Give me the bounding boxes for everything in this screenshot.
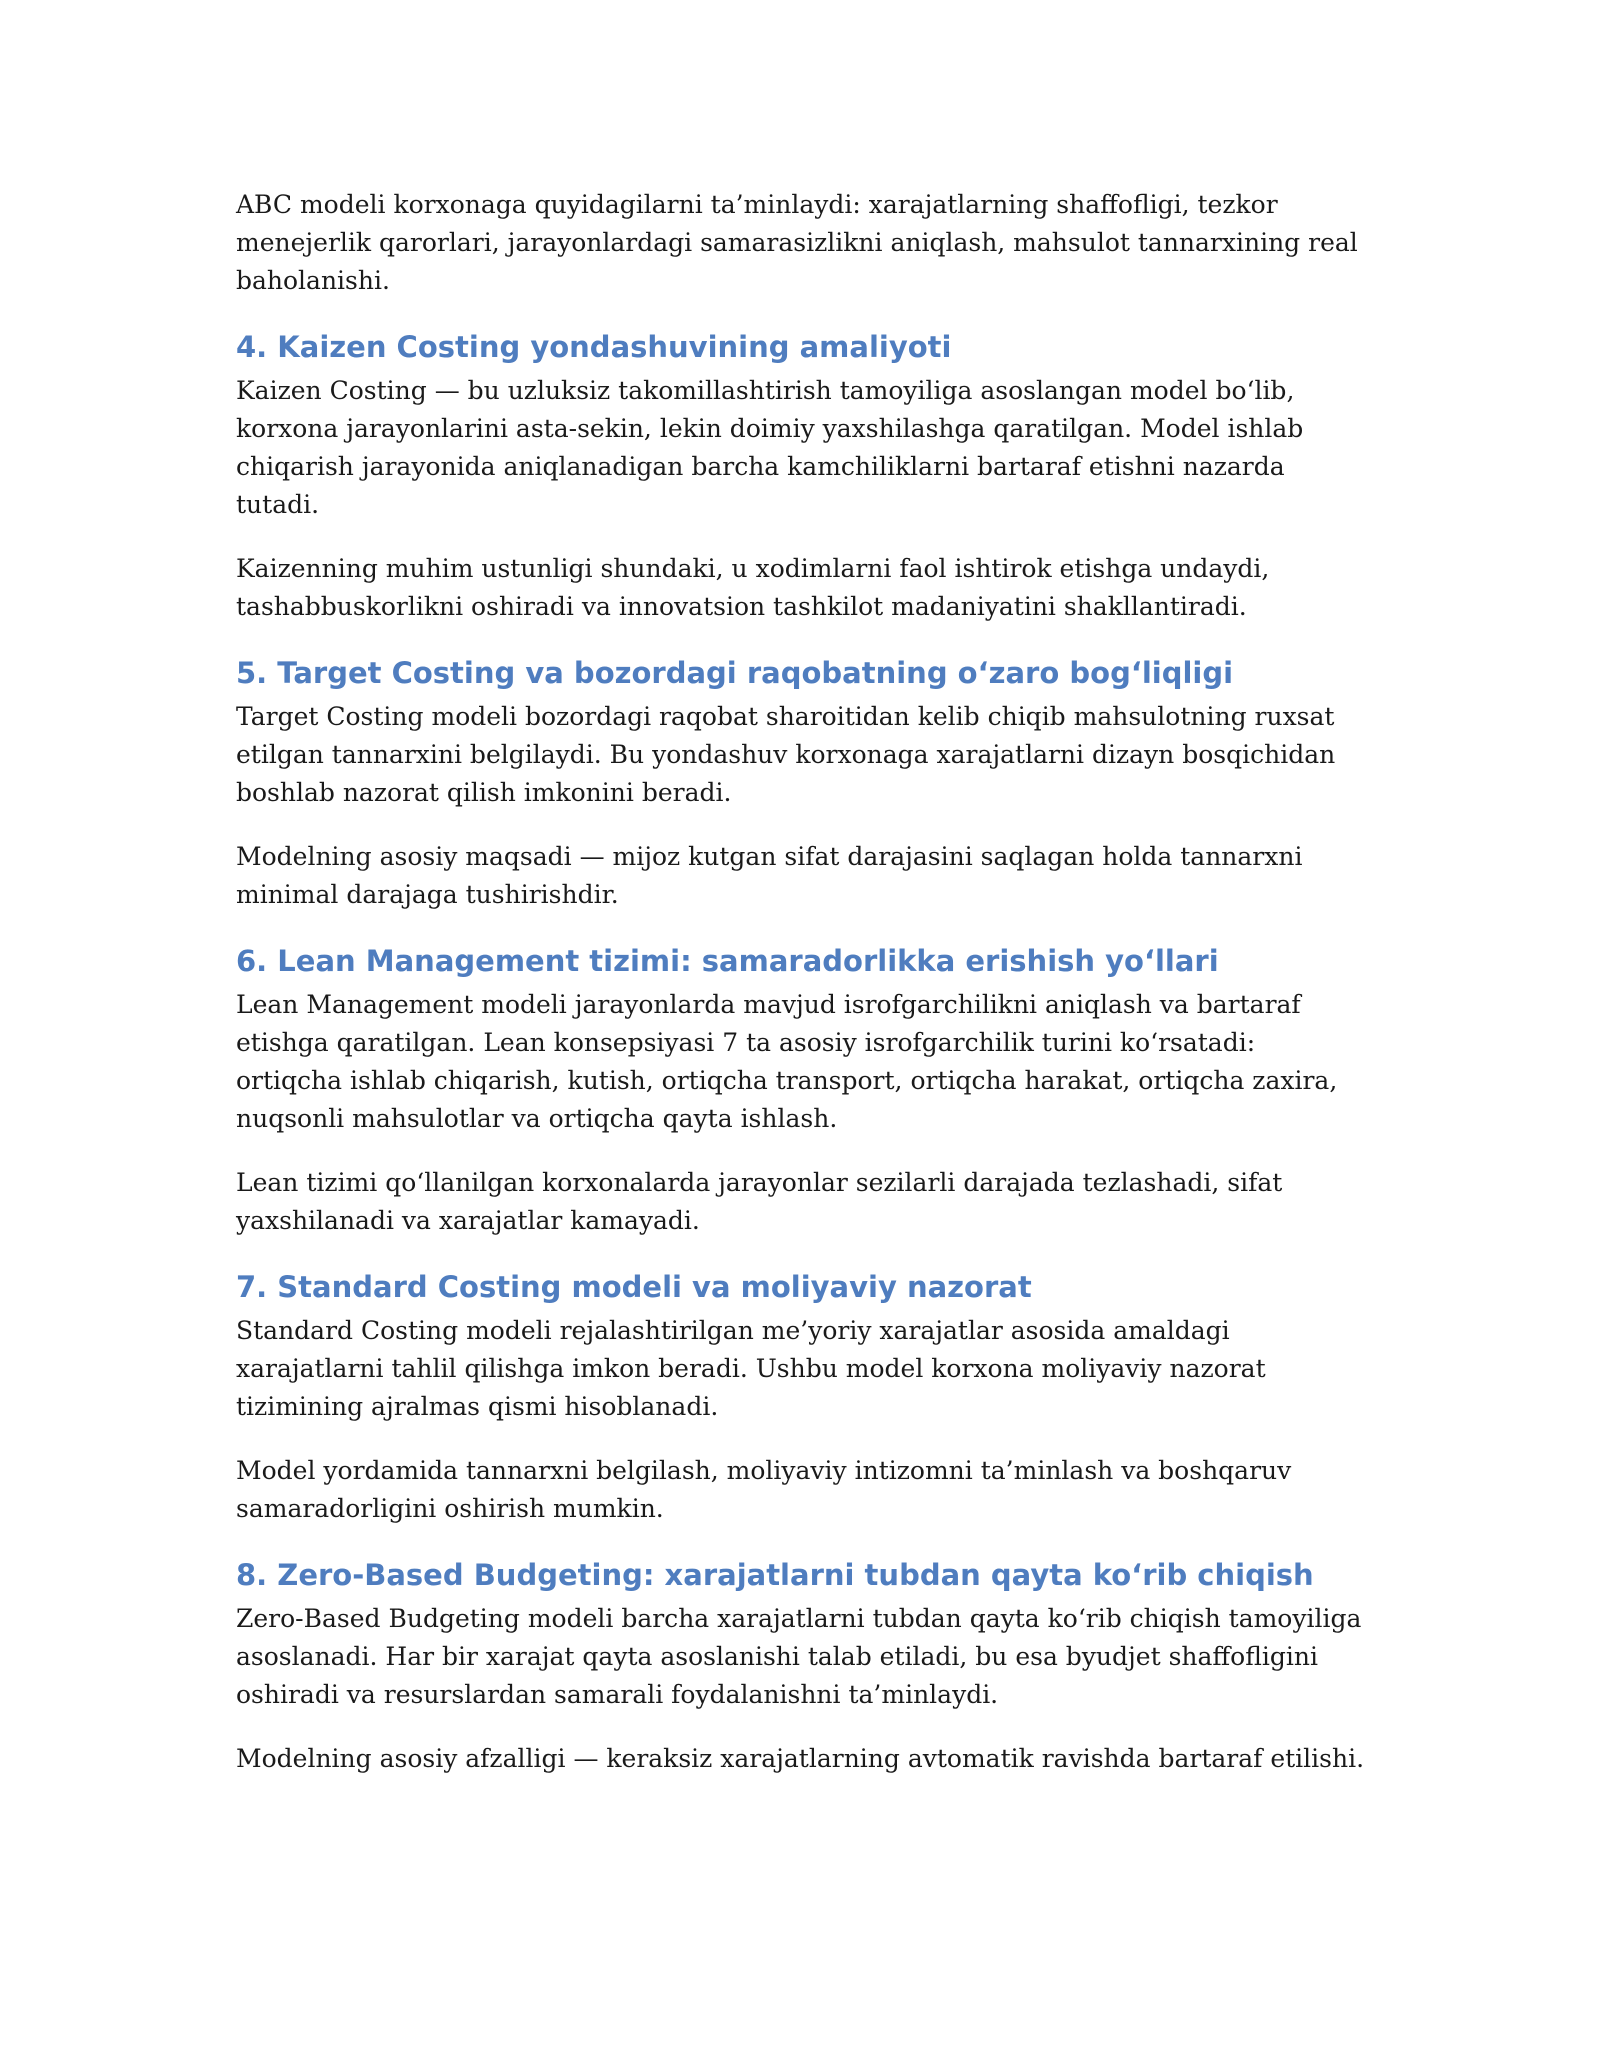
section-kaizen-costing xyxy=(236,326,1366,626)
section-paragraph: Lean Management modeli jarayonlarda mavjud isrofgarchilikni aniqlash va bartaraf etishga qaratilgan. Lean konsepsiyasi 7 ta asosiy isrofgarchilik turini ko‘rsatadi: ortiqcha ishlab chiqarish, kutish, ortiqcha transport, ortiqcha harakat, ortiqcha zaxira, nuqsonli mahsulotlar va ortiqcha qayta ishlash. xyxy=(236,990,1338,1133)
intro-paragraph: ABC modeli korxonaga quyidagilarni ta’minlaydi: xarajatlarning shaffofligi, tezkor menejerlik qarorlari, jarayonlardagi samarasizlikni aniqlash, mahsulot tannarxining real baholanishi. xyxy=(236,190,1358,295)
section-paragraph: Modelning asosiy maqsadi — mijoz kutgan sifat darajasini saqlagan holda tannarxni minimal darajaga tushirishdir. xyxy=(236,842,1303,909)
section-heading: 7. Standard Costing modeli va moliyaviy nazorat xyxy=(236,1270,1032,1304)
section-paragraph: Lean tizimi qo‘llanilgan korxonalarda jarayonlar sezilarli darajada tezlashadi, sifat yaxshilanadi va xarajatlar kamayadi. xyxy=(236,1168,1283,1235)
section-paragraph: Target Costing modeli bozordagi raqobat sharoitidan kelib chiqib mahsulotning ruxsat etilgan tannarxini belgilaydi. Bu yondashuv korxonaga xarajatlarni dizayn bosqichidan boshlab nazorat qilish imkonini beradi. xyxy=(236,702,1336,807)
section-paragraph: Model yordamida tannarxni belgilash, moliyaviy intizomni ta’minlash va boshqaruv samaradorligini oshirish mumkin. xyxy=(236,1456,1292,1523)
section-lean-management xyxy=(236,940,1366,1240)
section-standard-costing xyxy=(236,1266,1366,1528)
document-page xyxy=(236,186,1366,1804)
section-paragraph: Zero-Based Budgeting modeli barcha xarajatlarni tubdan qayta ko‘rib chiqish tamoyiliga asoslanadi. Har bir xarajat qayta asoslanishi talab etiladi, bu esa byudjet shaffofligini oshiradi va resurslardan samarali foydalanishni ta’minlaydi. xyxy=(236,1604,1362,1709)
section-paragraph: Standard Costing modeli rejalashtirilgan me’yoriy xarajatlar asosida amaldagi xarajatlarni tahlil qilishga imkon beradi. Ushbu model korxona moliyaviy nazorat tizimining ajralmas qismi hisoblanadi. xyxy=(236,1316,1266,1421)
section-target-costing xyxy=(236,652,1366,914)
section-heading: 8. Zero-Based Budgeting: xarajatlarni tubdan qayta ko‘rib chiqish xyxy=(236,1558,1314,1592)
section-heading: 5. Target Costing va bozordagi raqobatning o‘zaro bog‘liqligi xyxy=(236,656,1234,690)
section-heading: 4. Kaizen Costing yondashuvining amaliyoti xyxy=(236,330,952,364)
section-paragraph: Modelning asosiy afzalligi — keraksiz xarajatlarning avtomatik ravishda bartaraf etilishi. xyxy=(236,1744,1365,1773)
section-heading: 6. Lean Management tizimi: samaradorlikka erishish yo‘llari xyxy=(236,944,1219,978)
section-zero-based-budgeting xyxy=(236,1554,1366,1778)
section-paragraph: Kaizenning muhim ustunligi shundaki, u xodimlarni faol ishtirok etishga undaydi, tashabbuskorlikni oshiradi va innovatsion tashkilot madaniyatini shakllantiradi. xyxy=(236,554,1270,621)
section-paragraph: Kaizen Costing — bu uzluksiz takomillashtirish tamoyiliga asoslangan model bo‘lib, korxona jarayonlarini asta-sekin, lekin doimiy yaxshilashga qaratilgan. Model ishlab chiqarish jarayonida aniqlanadigan barcha kamchiliklarni bartaraf etishni nazarda tutadi. xyxy=(236,376,1304,519)
